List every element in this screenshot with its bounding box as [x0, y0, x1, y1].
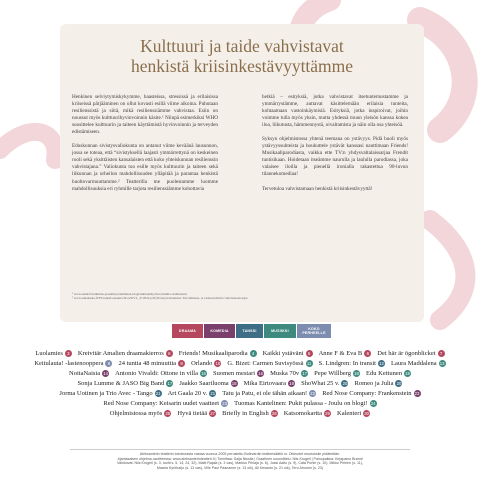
program-entry[interactable] [377, 350, 444, 357]
program-entry[interactable] [222, 390, 316, 397]
program-entry[interactable] [319, 350, 372, 357]
program-entry[interactable] [118, 360, 185, 367]
program-title: Orlando [191, 359, 213, 367]
program-entry[interactable] [319, 360, 385, 367]
program-entry[interactable] [263, 350, 313, 357]
paragraph: Henkinen selviytymiskykymme, haasteissa, stressissä ja erilaisissa kriiseissä pärjääminen on ollut kovasti esillä viime aikoina. Puhutaan resilienssistä ja siitä, mikä resilienssiämme vahvistaa. Esiin on noussut myös kulttuurihyvinvoinnin käsite.¹ Niinpä esimerkiksi WHO suosittelee kulttuurin ja taiteen käyttämistä hyvinvoinnin ja terveyden edistämiseen. [72, 94, 218, 136]
program-entry[interactable] [337, 410, 370, 417]
program-entry[interactable] [103, 400, 228, 407]
program-title: Romeo ja Julia [354, 379, 394, 387]
genre-tab: MUSIIKKI [264, 324, 296, 338]
divider [70, 449, 410, 450]
program-title: Muska 70v [270, 369, 300, 377]
program-entry[interactable] [301, 380, 348, 387]
page-number-badge: 23 [414, 390, 420, 396]
footnote: ¹ www.samk.fi/tutkimus-ja-kehitystoiminnan-blogi/kulttuurihyvinvoinnilla-resilienssia/ [72, 292, 188, 296]
program-title: Luolamies [35, 349, 63, 357]
program-entry[interactable] [78, 380, 174, 387]
page-number-badge: 27 [210, 411, 216, 417]
footnotes [72, 292, 372, 301]
program-title: Pepe Willberg [314, 369, 352, 377]
program-title: Antonio Vivaldi: Ottone in villa [115, 369, 198, 377]
program-entry[interactable] [59, 390, 161, 397]
program-index-row [0, 409, 480, 419]
program-entry[interactable] [115, 370, 207, 377]
program-index-row [0, 358, 480, 368]
program-entry[interactable] [213, 370, 264, 377]
program-entry[interactable] [284, 410, 331, 417]
page-number-badge: 14 [103, 370, 108, 376]
program-title: NoitaNaisia [69, 369, 101, 377]
program-entry[interactable] [35, 350, 71, 357]
genre-tab: TANSSI [236, 324, 263, 338]
genre-tab: DRAAMA [172, 324, 203, 338]
program-entry[interactable] [322, 390, 420, 397]
genre-legend [172, 324, 331, 338]
page-number-badge: 19 [405, 370, 410, 376]
program-index-row [0, 388, 480, 398]
paragraph: Syksyn ohjelmistossa yhtenä teemana on ystävyys. Pidä huoli myös ystävyyssuhteista ja houkuttele ystävät kanssasi nauttimaan Friends! Musikaaliparodiasta, vaikka ette TV:n yhdysvaltalaissarjaa Frendit tuntisikaan. Hoidetaan itseämme naurulla ja laululla parodiassa, joka valaisee iloilla ja pienellä ironialla rakastettua 90-luvun tilannekomediaa! [262, 136, 408, 178]
page-number-badge: 22 [310, 390, 316, 396]
page-number-badge: 17 [302, 370, 308, 376]
page-number-badge: 12 [379, 360, 384, 366]
page-number-badge: 3 [65, 350, 72, 357]
page-number-badge: 19 [289, 380, 294, 386]
program-index-row [0, 378, 480, 388]
program-entry[interactable] [34, 360, 112, 367]
program-title: Sonja Lumme & JASO Big Band [77, 379, 165, 387]
program-title: Briefly in English [222, 410, 269, 418]
program-title: Laura Maddalena [391, 359, 437, 367]
page-number-badge: 6 [364, 350, 371, 357]
footer-line: Aleksanterin teatterin toiminnasta vastaa vuonna 2005 perustettu Bulevardin teatterisäätiö sr. Oikeudet muutoksiin pidätetään. [139, 452, 341, 456]
program-title: Kaikki ystäväni [262, 349, 304, 357]
page-number-badge: 24 [370, 401, 376, 407]
program-title: 24 tuntia 48 minuuttia [118, 359, 177, 367]
program-entry[interactable] [227, 360, 312, 367]
program-title: Suomen mestari [213, 369, 256, 377]
footnote: ² www.eduskunta.fi/FI/vaski/Lausunto/Sivu/SiVL_4+2022.pdf (Sivistysvaliokunta: Turvallisuus- ja vastuuvaltioita vahvistetaan.aspx [72, 296, 248, 301]
program-title: Kreivitär Amalien draamakierros [77, 349, 164, 357]
title-line-1: Kulttuuri ja taide vahvistavat [140, 36, 344, 56]
program-title: Art Gaala 20 v. [167, 389, 208, 397]
page-number-badge: 6 [166, 350, 173, 357]
program-entry[interactable] [69, 370, 109, 377]
page-number-badge: 17 [167, 380, 173, 386]
page-number-badge: 30 [364, 411, 370, 417]
program-title: Tatu ja Patu, ei ole tähän aikaan! [222, 389, 308, 397]
program-entry[interactable] [270, 370, 308, 377]
page-number-badge: 4 [250, 350, 257, 357]
program-entry[interactable] [222, 410, 278, 417]
program-title: Katsomokartta [283, 410, 322, 418]
genre-tab: KOKO PERHEELLE [297, 324, 331, 338]
program-title: Det här är ögonblicket [377, 349, 436, 357]
program-index [0, 348, 480, 419]
page-number-badge: 29 [325, 411, 330, 417]
page-number-badge: 23 [222, 401, 227, 407]
page-number-badge: 20 [396, 380, 402, 386]
article-column-right [262, 94, 408, 200]
program-title: ShoWhat 25 v. [301, 379, 340, 387]
program-title: Anne F & Eva B [318, 349, 363, 357]
program-entry[interactable] [366, 370, 411, 377]
program-title: G. Bizet: Carmen Suvisyössä [227, 359, 304, 367]
page-number-badge: 16 [258, 370, 263, 376]
page-number-badge: 21 [210, 390, 216, 396]
program-title: Keitulauta! -lastenooppera [34, 359, 104, 367]
title-line-2: henkistä kriisinkestävyyttämme [130, 56, 354, 76]
footer-line: Maaria Kyröharju (s. 13 vas), Ville Paul Paananen (s. 13 oik), Ali Kesanto (s. 21 oik), Tero Ahonen (s. 23) [156, 465, 324, 470]
program-title: Ohjelmistossa myös [109, 410, 163, 418]
page-number-badge: 18 [354, 370, 359, 376]
page-number-badge: 9 [178, 360, 185, 367]
program-title: Mika Eirtovaara [243, 379, 287, 387]
program-title: Kalenteri [337, 410, 362, 418]
paragraph: hetkiä – esityksiä, jotka vahvistavat itsetuntemustamme ja ymmärrystämme, auttavat käsittelemään erilaisia tunteita, kohtaamaan vastoinkäymisiä. Esityksiä, jotka inspiroivat, joihin voimme tulla myös yksin, mutta yhdessä muun yleisön kanssa kokea iloa, liikutusta, hämmennystä, oivaltamista ja näin olla osa yhteisöä. [262, 94, 408, 129]
program-entry[interactable] [354, 380, 402, 387]
program-entry[interactable] [110, 410, 172, 417]
page-number-badge: 10 [215, 360, 221, 366]
program-title: Jorma Uotinen ja Trio Avec - Tango [59, 389, 153, 397]
program-index-row [0, 348, 480, 358]
program-entry[interactable] [179, 350, 257, 357]
program-entry[interactable] [179, 380, 237, 387]
paragraph: Eduskunnan sivistysvaliokunta on antanut viime keväänä lausunnon, jossa se toteaa, että “sivistyksellä laajasti ymmärrettynä on keskeinen rooli sekä yksittäisten kansalaisten että koko yhteiskunnan resilienssin vahvistajana.” Valiokunta tuo esille myös kulttuurin ja taiteen sekä liikunnan ja urheilun mahdollisuuden ylläpitää ja parantaa henkistä huoltovarmuuttamme.² Teatterilla me puolestamme luomme mahdollisuuksia eri ryhmille tarjota resilienssiämme kohottavia [72, 143, 218, 192]
page-number-badge: 8 [105, 360, 112, 367]
program-title: Friends! Musikaaliparodia [178, 349, 248, 357]
page-number-badge: 20 [342, 380, 348, 386]
program-title: Red Nose Company: Frankenstein [322, 389, 412, 397]
program-title: Hyvä tietää [177, 410, 208, 418]
program-entry[interactable] [314, 370, 360, 377]
program-title: S. Lindgren: In transit [318, 359, 376, 367]
program-entry[interactable] [391, 360, 446, 367]
program-entry[interactable] [234, 400, 377, 407]
paragraph: Tervetuloa vahvistamaan henkistä kriisinkestävyyttä! [262, 185, 373, 192]
program-title: Red Nose Company: Keisarin uudet vaatteet [103, 400, 220, 408]
page-number-badge: 11 [306, 360, 312, 366]
program-title: Tuomas Kantelinen: Pukit pulassa - Joulu on blogi! [234, 400, 368, 408]
program-title: Edu Kettunen [366, 369, 402, 377]
page-number-badge: 15 [201, 370, 206, 376]
program-entry[interactable] [191, 360, 221, 367]
article-title [60, 36, 424, 76]
page-number-badge: 25 [165, 411, 171, 417]
page-number-badge: 7 [438, 350, 445, 357]
program-index-row [0, 368, 480, 378]
program-entry[interactable] [168, 390, 217, 397]
program-entry[interactable] [244, 380, 295, 387]
footer-line: Ajantasaisen ohjelma osoitteessa: www.aleksanterinteatteri.fi | Toimittaa: Saija Nissila | Graafinen suunnittelu: Nils Krogell | Painopaikka: Kirjapaino Brandi [117, 456, 363, 461]
page-number-badge: 21 [155, 390, 161, 396]
program-index-row [0, 398, 480, 408]
page-number-badge: 6 [306, 350, 313, 357]
page-number-badge: 13 [439, 360, 445, 366]
footer [0, 452, 480, 470]
program-entry[interactable] [78, 350, 173, 357]
article-column-left [72, 94, 218, 200]
footer-line: Valokuvat: Nils Krogell (s. 3, tuotti s. 5, 14, 24, 32), Matti Rajala (s. 3 vas), Markku Pihlaja (s. 6), Jussi Aalto (s. 9), Cata Portin (s. 10), Mikko Pirinen (s. 11), [117, 461, 363, 466]
genre-tab: KOMEDIA [204, 324, 235, 338]
page-number-badge: 18 [231, 380, 237, 386]
program-entry[interactable] [177, 410, 216, 417]
program-title: Jaakko Saariluoma [179, 379, 229, 387]
page-number-badge: 28 [271, 411, 277, 417]
